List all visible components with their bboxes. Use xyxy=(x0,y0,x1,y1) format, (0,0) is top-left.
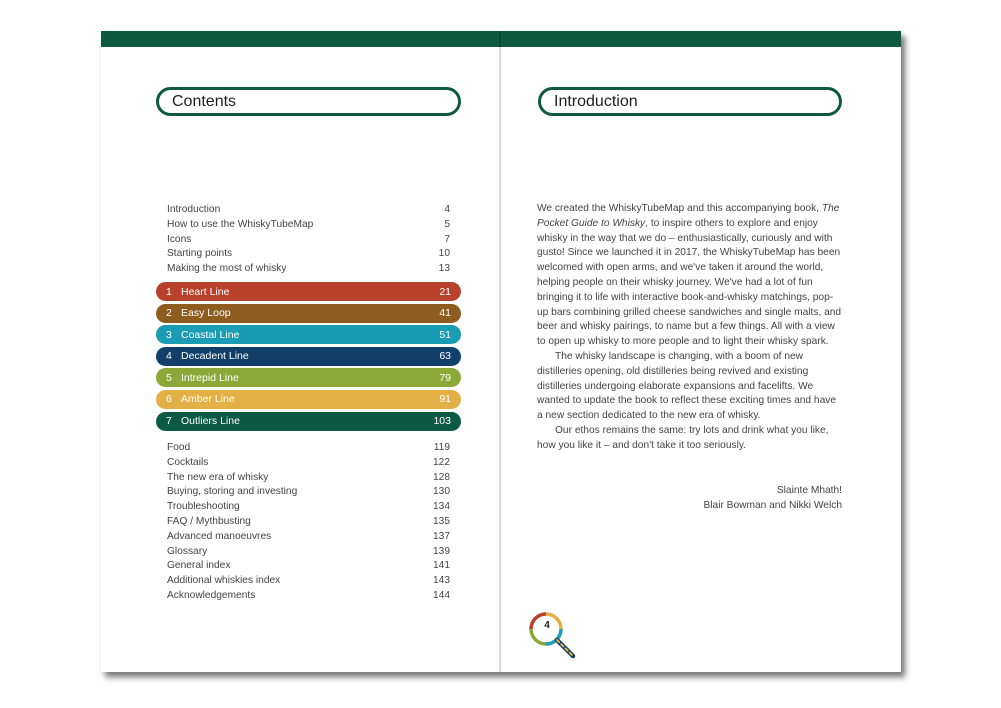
intro-text: , to inspire others to explore and enjoy whisky in the way that we do – enthusiastically, curiously and with gusto! Since we launched it in 2017, the WhiskyTubeMap has been welcomed with open arms, and we've taken it around the world, helping people on their whisky journey. We've had a lot of fun bringing it to life with interactive book-and-whisky matchings, pop-up bars combining grilled cheese sandwiches and single malts, and beer and whisky pairings, to name but a few things. All with a view to open up whisky to more people and to light their whisky spark. xyxy=(537,217,842,348)
page-gutter xyxy=(499,31,501,672)
line-page: 79 xyxy=(439,371,451,384)
signoff xyxy=(537,483,842,513)
toc-label: General index xyxy=(167,560,231,572)
signoff-authors: Blair Bowman and Nikki Welch xyxy=(703,500,842,511)
intro-text: We created the WhiskyTubeMap and this accompanying book, xyxy=(537,203,822,214)
line-name: Heart Line xyxy=(181,285,230,298)
toc-page: 128 xyxy=(433,471,450,483)
toc-label: Food xyxy=(167,442,191,453)
line-number: 2 xyxy=(166,307,172,320)
page-number: 4 xyxy=(544,620,550,631)
toc-label: Advanced manoeuvres xyxy=(167,530,272,542)
line-entry[interactable] xyxy=(156,412,461,431)
toc-page: 119 xyxy=(433,442,450,453)
line-name: Coastal Line xyxy=(181,328,240,341)
book-title: The Pocket Guide to Whisky xyxy=(537,203,840,229)
toc-page: 143 xyxy=(433,575,450,587)
magnifier-icon xyxy=(528,610,582,664)
line-name: Outliers Line xyxy=(181,415,240,428)
toc-page: 13 xyxy=(438,263,450,275)
toc-label: The new era of whisky xyxy=(167,471,269,483)
line-page: 103 xyxy=(433,415,451,428)
toc-row[interactable] xyxy=(167,559,450,574)
toc-label: Making the most of whisky xyxy=(167,263,287,275)
intro-paragraph xyxy=(537,202,842,350)
toc-row[interactable] xyxy=(167,247,450,262)
toc-list-bottom xyxy=(167,441,450,604)
toc-row[interactable] xyxy=(167,471,450,486)
toc-row[interactable] xyxy=(167,262,450,277)
toc-row[interactable] xyxy=(167,441,450,456)
toc-row[interactable] xyxy=(167,233,450,248)
toc-page: 134 xyxy=(433,501,450,513)
intro-paragraph: The whisky landscape is changing, with a boom of new distilleries opening, old distilleries being revived and existing distilleries undergoing elaborate expansions and facelifts. We wanted to update the book to reflect these exciting times and have a new section dedicated to the new era of whisky. xyxy=(537,350,837,422)
line-name: Intrepid Line xyxy=(181,371,239,384)
toc-row[interactable] xyxy=(167,589,450,604)
toc-label: Starting points xyxy=(167,248,233,260)
line-name: Decadent Line xyxy=(181,350,249,363)
toc-label: Troubleshooting xyxy=(167,501,240,513)
line-number: 6 xyxy=(166,393,172,406)
signoff-greeting: Slainte Mhath! xyxy=(776,485,842,496)
line-number: 1 xyxy=(166,285,172,298)
toc-row[interactable] xyxy=(167,530,450,545)
line-page: 21 xyxy=(439,285,451,298)
line-page: 51 xyxy=(439,328,451,341)
toc-row[interactable] xyxy=(167,485,450,500)
toc-label: Icons xyxy=(167,233,192,245)
line-page: 91 xyxy=(439,393,451,406)
line-entry[interactable] xyxy=(156,347,461,366)
toc-page: 141 xyxy=(433,560,450,572)
book-spread xyxy=(101,31,901,672)
toc-row[interactable] xyxy=(167,218,450,233)
line-number: 5 xyxy=(166,371,172,384)
toc-label: Buying, storing and investing xyxy=(167,486,298,498)
line-page: 41 xyxy=(439,307,451,320)
toc-page: 135 xyxy=(433,515,450,527)
toc-row[interactable] xyxy=(167,456,450,471)
toc-label: Introduction xyxy=(167,204,221,215)
line-number: 4 xyxy=(166,350,172,363)
toc-label: Glossary xyxy=(167,545,208,557)
toc-label: How to use the WhiskyTubeMap xyxy=(167,218,314,230)
toc-page: 139 xyxy=(433,545,450,557)
toc-row[interactable] xyxy=(167,500,450,515)
toc-page: 4 xyxy=(444,204,450,215)
line-entry[interactable] xyxy=(156,282,461,301)
line-name: Easy Loop xyxy=(181,307,231,320)
line-entry[interactable] xyxy=(156,325,461,344)
toc-page: 144 xyxy=(433,589,450,601)
line-entry[interactable] xyxy=(156,390,461,409)
toc-page: 122 xyxy=(433,456,450,468)
top-green-bar xyxy=(101,31,901,47)
contents-heading: Contents xyxy=(156,87,461,116)
toc-row[interactable] xyxy=(167,574,450,589)
toc-page: 10 xyxy=(438,248,450,260)
toc-page: 137 xyxy=(433,530,450,542)
toc-page: 7 xyxy=(444,233,450,245)
toc-row[interactable] xyxy=(167,203,450,218)
toc-page: 130 xyxy=(433,486,450,498)
intro-paragraph: Our ethos remains the same: try lots and drink what you like, how you like it – and don't take it too seriously. xyxy=(537,424,829,451)
line-page: 63 xyxy=(439,350,451,363)
toc-list-top xyxy=(167,203,450,277)
line-entry[interactable] xyxy=(156,368,461,387)
toc-row[interactable] xyxy=(167,515,450,530)
toc-label: Additional whiskies index xyxy=(167,575,281,587)
line-entry[interactable] xyxy=(156,304,461,323)
toc-label: Acknowledgements xyxy=(167,589,256,601)
line-name: Amber Line xyxy=(181,393,235,406)
line-number: 3 xyxy=(166,328,172,341)
toc-label: Cocktails xyxy=(167,456,209,468)
toc-page: 5 xyxy=(444,218,450,230)
toc-label: FAQ / Mythbusting xyxy=(167,515,251,527)
gutter-bar-top xyxy=(499,31,501,47)
toc-row[interactable] xyxy=(167,545,450,560)
introduction-heading: Introduction xyxy=(538,87,842,116)
line-number: 7 xyxy=(166,415,172,428)
tube-lines-list xyxy=(156,282,461,433)
introduction-body xyxy=(537,202,842,454)
